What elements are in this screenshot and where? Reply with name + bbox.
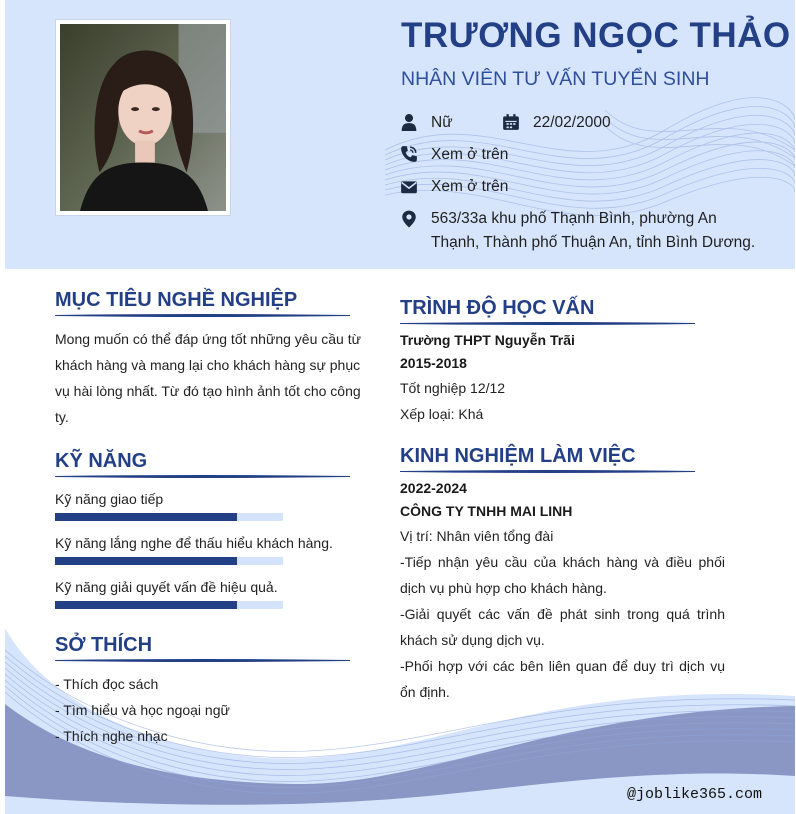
map-pin-icon	[400, 210, 418, 228]
skill-bar-fill	[55, 601, 237, 609]
education-grade: Xếp loại: Khá	[400, 406, 484, 422]
objective-underline	[55, 312, 350, 318]
job-title: NHÂN VIÊN TƯ VẤN TUYỂN SINH	[401, 68, 710, 90]
hobby-item: - Thích đọc sách	[55, 676, 159, 692]
hobbies-title: SỞ THÍCH	[55, 634, 153, 656]
user-icon	[400, 113, 418, 131]
experience-title: KINH NGHIỆM LÀM VIỆC	[400, 445, 636, 467]
education-title: TRÌNH ĐỘ HỌC VẤN	[400, 297, 595, 319]
calendar-icon	[502, 113, 520, 131]
skill-label: Kỹ năng giao tiếp	[55, 491, 164, 507]
profile-photo	[55, 19, 231, 216]
hobbies-underline	[55, 657, 350, 663]
objective-title: MỤC TIÊU NGHỀ NGHIỆP	[55, 289, 298, 311]
objective-line: khách hàng và mang lại cho khách hàng sự phục	[55, 357, 361, 373]
duty-item: -Giải quyết các vấn đề phát sinh trong quá trình khách sử dụng dịch vụ.	[400, 606, 725, 648]
education-result: Tốt nghiệp 12/12	[400, 380, 506, 396]
phone-icon	[400, 145, 418, 163]
skill-label: Kỹ năng giải quyết vấn đề hiệu quả.	[55, 579, 278, 595]
school-name: Trường THPT Nguyễn Trãi	[400, 332, 575, 348]
duty-item: -Tiếp nhận yêu cầu của khách hàng và điều phối dịch vụ phù hợp cho khách hàng.	[400, 554, 725, 596]
objective-line: ty.	[55, 409, 69, 425]
gender-value: Nữ	[431, 114, 453, 131]
skills-underline	[55, 473, 350, 479]
address-line-2: Thạnh, Thành phố Thuận An, tỉnh Bình Dương.	[431, 234, 756, 251]
portrait-image	[60, 24, 226, 211]
candidate-name: TRƯƠNG NGỌC THẢO	[401, 16, 791, 55]
objective-line: vụ hài lòng nhất. Từ đó tạo hình ảnh tốt cho công	[55, 383, 361, 399]
skill-bar	[55, 557, 283, 565]
skills-title: KỸ NĂNG	[55, 450, 148, 472]
envelope-icon	[400, 178, 418, 196]
email-value: Xem ở trên	[431, 178, 509, 195]
education-period: 2015-2018	[400, 355, 467, 371]
watermark: @joblike365.com	[627, 786, 763, 803]
duty-item: -Phối hợp với các bên liên quan để duy trì dịch vụ ổn định.	[400, 658, 725, 700]
education-underline	[400, 320, 695, 326]
skill-bar-fill	[55, 557, 237, 565]
skill-label: Kỹ năng lắng nghe để thấu hiểu khách hàng.	[55, 535, 333, 551]
skill-bar	[55, 513, 283, 521]
objective-text	[55, 326, 361, 430]
header	[5, 0, 795, 269]
job-position: Vị trí: Nhân viên tổng đài	[400, 528, 554, 544]
address-line-1: 563/33a khu phố Thạnh Bình, phường An	[431, 210, 717, 227]
phone-value: Xem ở trên	[431, 146, 509, 163]
birthday-value: 22/02/2000	[533, 114, 611, 131]
experience-underline	[400, 468, 695, 474]
experience-period: 2022-2024	[400, 480, 467, 496]
hobby-item: - Tìm hiểu và học ngoại ngữ	[55, 702, 230, 718]
skill-bar	[55, 601, 283, 609]
company-name: CÔNG TY TNHH MAI LINH	[400, 503, 573, 519]
objective-line: Mong muốn có thể đáp ứng tốt những yêu cầu từ	[55, 331, 361, 347]
hobby-item: - Thích nghe nhạc	[55, 728, 168, 744]
cv-page	[5, 0, 795, 814]
skill-bar-fill	[55, 513, 237, 521]
